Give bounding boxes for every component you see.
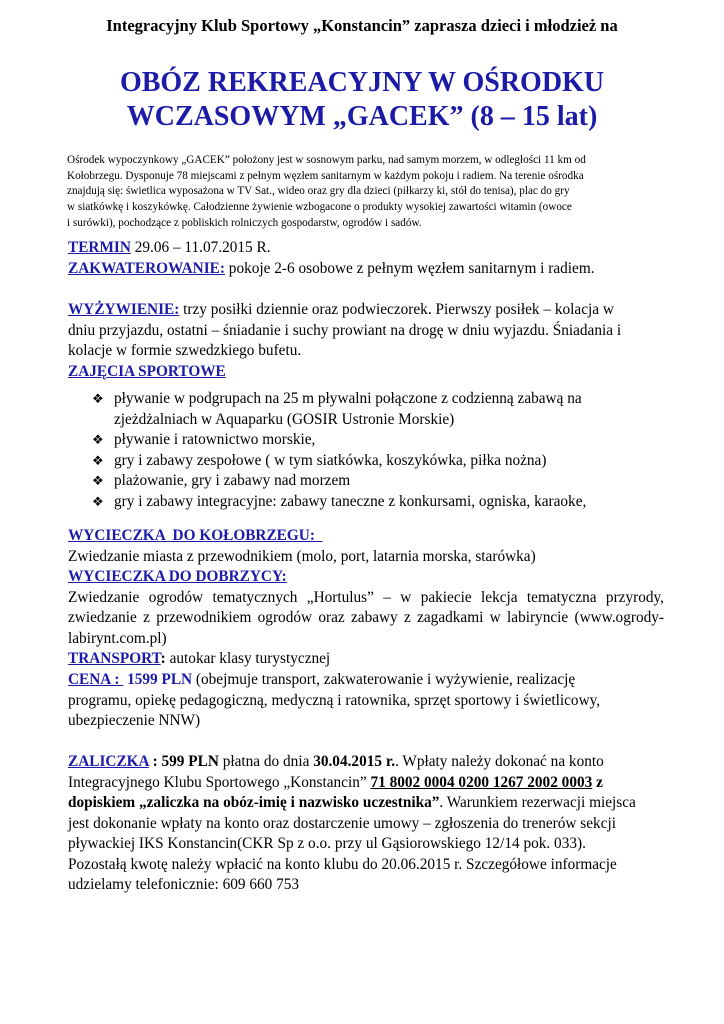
price-label: CENA : — [68, 671, 124, 688]
kolobrzeg-trip-text: Zwiedzanie miasta z przewodnikiem (molo, port, latarnia morska, starówka) — [68, 547, 536, 565]
termin-section — [68, 238, 668, 259]
termin-label: TERMIN — [68, 239, 131, 256]
meals-label: WYŻYWIENIE: — [68, 301, 180, 318]
list-item: ❖ gry i zabawy integracyjne: zabawy taneczne z konkursami, ogniska, karaoke, — [92, 492, 652, 513]
description-line: znajdują się: świetlica wyposażona w TV Sat., wideo oraz gry dla dzieci (piłkarzy ki, stół do tenisa), plac do gry — [67, 185, 570, 198]
intro-line: Integracyjny Klub Sportowy „Konstancin” zaprasza dzieci i młodzież na — [106, 16, 618, 35]
sports-section-heading — [68, 362, 668, 383]
transfer-note: z dopiskiem „zaliczka na obóz-imię i nazwisko uczestnika” — [68, 773, 603, 811]
diamond-bullet-icon: ❖ — [92, 432, 104, 447]
price-amount: 1599 PLN — [123, 671, 193, 688]
description-line: w siatkówkę i koszykówkę. Całodzienne żywienie wzbogacone o produkty wysokiej zawartości witamin (owoce — [67, 201, 572, 214]
meals-text: trzy posiłki dziennie oraz podwieczorek. Pierwszy posiłek – kolacja w dniu przyjazdu, ostatni – śniadanie i suchy prowiant na drogę w dniu wyjazdu. Śniadania i kolacje w formie szwedzkiego bufetu. — [68, 301, 622, 359]
price-section — [68, 670, 642, 732]
list-item: ❖ pływanie i ratownictwo morskie, — [92, 430, 652, 451]
accommodation-section — [68, 259, 628, 280]
dobrzyca-trip-section — [68, 567, 664, 649]
transport-label: TRANSPORT — [68, 650, 161, 667]
deposit-amount: : 599 PLN — [148, 753, 219, 770]
list-item: ❖ gry i zabawy zespołowe ( w tym siatkówka, koszykówka, piłka nożna) — [92, 451, 652, 472]
price-text: (obejmuje transport, zakwaterowanie i wyżywienie, realizację programu, opiekę pedagogiczną, medyczną i ratownika, sprzęt sportowy i świetlicowy, ubezpieczenie NNW) — [68, 671, 601, 729]
description-line: i surówki), pochodzące z pobliskich rolniczych gospodarstw, ogrodów i sadów. — [67, 216, 422, 229]
list-item: ❖ pływanie w podgrupach na 25 m pływalni połączone z codzienną zabawą na zjeżdżalniach w Aquaparku (GOSIR Ustronie Morskie) — [92, 390, 582, 428]
title-line-2: WCZASOWYM „GACEK” (8 – 15 lat) — [126, 101, 598, 132]
description-line: Ośrodek wypoczynkowy „GACEK” położony jest w sosnowym parku, nad samym morzem, w odległości 11 km od — [67, 154, 586, 166]
diamond-bullet-icon: ❖ — [92, 493, 104, 509]
deposit-deadline: 30.04.2015 r. — [313, 753, 396, 770]
kolobrzeg-trip-section — [68, 526, 668, 567]
deposit-text: . Warunkiem rezerwacji miejsca jest dokonanie wpłaty na konto oraz dostarczenie umowy – zgłoszenia do trenerów sekcji pływackiej IKS Konstancin(CKR Sp z o.o. przy ul Gąsiorowskiego 12/14 pok. 033). Pozostałą kwotę należy wpłacić na konto klubu do 20.06.2015 r. Szczegółowe informacje udzielamy telefonicznie: 609 660 753 — [68, 794, 636, 893]
transport-text: autokar klasy turystycznej — [165, 650, 331, 667]
bank-account-number: 71 8002 0004 0200 1267 2002 0003 — [370, 773, 593, 791]
diamond-bullet-icon: ❖ — [92, 391, 104, 406]
accommodation-label: ZAKWATEROWANIE: — [68, 260, 225, 277]
description-line: Kołobrzegu. Dysponuje 78 miejscami z pełnym węzłem sanitarnym w każdym pokoju i radiem. Na terenie ośrodka — [67, 169, 584, 182]
diamond-bullet-icon: ❖ — [92, 473, 104, 488]
deposit-section: ZALICZKA : 599 PLN płatna do dnia 30.04.2015 r.. Wpłaty należy dokonać na konto Integracyjnego Klubu Sportowego „Konstancin” 71 8002 0004 0200 1267 2002 0003 z dopiskiem „zaliczka na obóz-imię i nazwisko uczestnika”. Warunkiem rezerwacji miejsca jest dokonanie wpłaty na konto oraz dostarczenie umowy – zgłoszenia do trenerów sekcji pływackiej IKS Konstancin(CKR Sp z o.o. przy ul Gąsiorowskiego 12/14 pok. 033). Pozostałą kwotę należy wpłacić na konto klubu do 20.06.2015 r. Szczegółowe informacje udzielamy telefonicznie: 609 660 753 — [68, 753, 636, 893]
sports-activities-list — [92, 389, 652, 512]
transport-section: TRANSPORT: autokar klasy turystycznej — [68, 650, 331, 667]
resort-description — [67, 153, 667, 232]
kolobrzeg-trip-label: WYCIECZKA DO KOŁOBRZEGU: — [68, 527, 323, 544]
meals-section — [68, 300, 628, 362]
deposit-label: ZALICZKA — [68, 753, 149, 770]
accommodation-text: pokoje 2-6 osobowe z pełnym węzłem sanitarnym i radiem. — [224, 260, 595, 277]
page-title — [0, 66, 724, 134]
diamond-bullet-icon: ❖ — [92, 452, 104, 468]
termin-text: 29.06 – 11.07.2015 R. — [130, 239, 271, 256]
dobrzyca-trip-label: WYCIECZKA DO DOBRZYCY: — [68, 568, 287, 585]
list-item: ❖ plażowanie, gry i zabawy nad morzem — [92, 471, 652, 492]
dobrzyca-trip-text: Zwiedzanie ogrodów tematycznych „Hortulus” – w pakiecie lekcja tematyczna przyrody, zwiedzanie z przewodnikiem ogrodów oraz zabawy z zagadkami w labiryncie (www.ogrody-labirynt.com.pl) — [68, 588, 664, 647]
sports-label: ZAJĘCIA SPORTOWE — [68, 363, 226, 380]
title-line-1: OBÓZ REKREACYJNY W OŚRODKU — [119, 67, 605, 98]
